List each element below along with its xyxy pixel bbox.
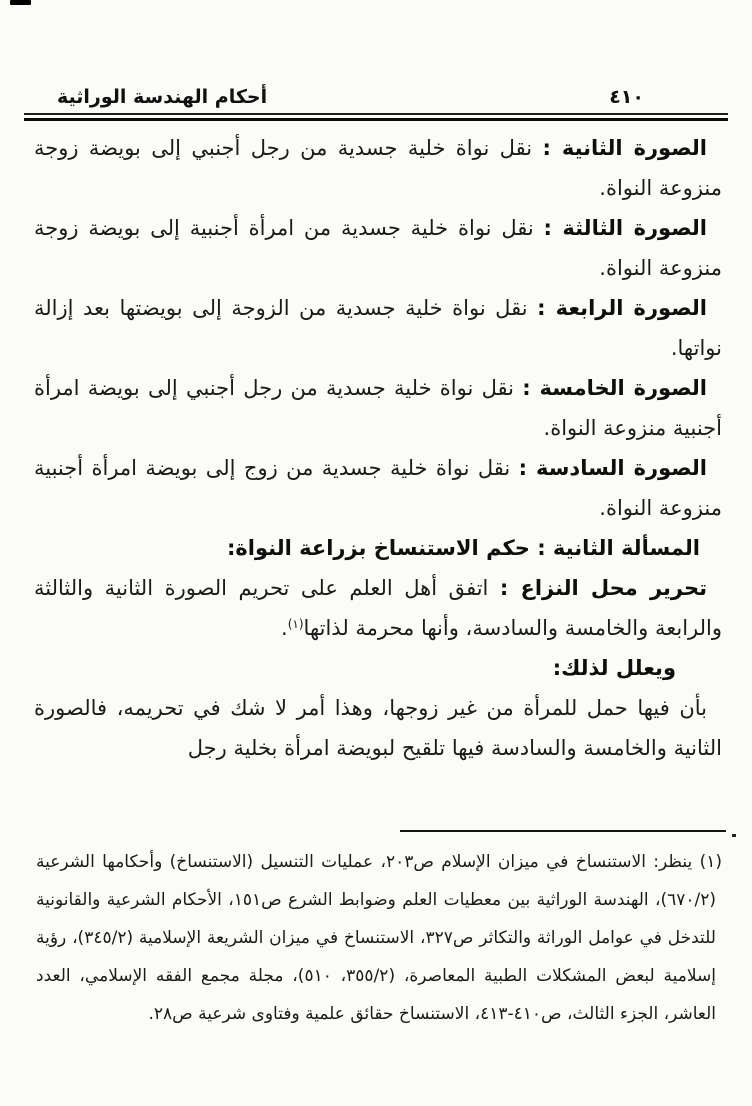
footnote-separator <box>400 830 726 832</box>
paragraph-label: الصورة الخامسة : <box>522 376 707 400</box>
paragraph-label: الصورة السادسة : <box>518 456 708 480</box>
page-header <box>0 78 752 108</box>
paragraph-text: نقل نواة خلية جسدية من زوج إلى بويضة امرأة أجنبية منزوعة النواة. <box>34 456 722 520</box>
body-paragraph <box>34 208 722 288</box>
paragraph-text: نقل نواة خلية جسدية من الزوجة إلى بويضتها بعد إزالة نواتها. <box>34 296 722 360</box>
footnote-marker: (١) <box>699 852 723 872</box>
paragraph-label: الصورة الرابعة : <box>537 296 707 320</box>
scan-artifact <box>10 0 31 5</box>
paragraph-label: تحرير محل النزاع : <box>499 576 707 600</box>
paragraph-label: الصورة الثالثة : <box>543 216 707 240</box>
footnote-text: ينظر: الاستنساخ في ميزان الإسلام ص٢٠٣، عمليات التنسيل (الاستنساخ) وأحكامها الشرعية (٦٧٠/٢)، الهندسة الوراثية بين معطيات العلم وضوابط الشرع ص١٥١، الأحكام الشرعية والقانونية للتدخل في عوامل الوراثة والتكاثر ص٣٢٧، الاستنساخ في ميزان الشريعة الإسلامية (٣٤٥/٢)، رؤية إسلامية لبعض المشكلات الطبية المعاصرة، (٣٥٥/٢، ٥١٠)، مجلة مجمع الفقه الإسلامي، العدد العاشر، الجزء الثالث، ص٤١٠-٤١٣، الاستنساخ حقائق علمية وفتاوى شرعية ص٢٨. <box>36 852 716 1024</box>
body-paragraph-tahrir <box>34 568 722 648</box>
paragraph-period: . <box>281 616 288 640</box>
section-heading: المسألة الثانية : حكم الاستنساخ بزراعة النواة: <box>226 536 700 560</box>
paragraph-label: الصورة الثانية : <box>542 136 707 160</box>
paragraph-text: نقل نواة خلية جسدية من امرأة أجنبية إلى بويضة زوجة منزوعة النواة. <box>34 216 722 280</box>
paragraph-text: اتفق أهل العلم على تحريم الصورة الثانية والثالثة والرابعة والخامسة والسادسة، وأنها محرمة لذاتها <box>34 576 722 640</box>
body-text <box>34 128 722 768</box>
footnote <box>36 843 722 1033</box>
reason-heading: ويعلل لذلك: <box>552 656 676 680</box>
paragraph-text: نقل نواة خلية جسدية من رجل أجنبي إلى بويضة امرأة أجنبية منزوعة النواة. <box>34 376 722 440</box>
footnote-block <box>36 843 722 1033</box>
body-paragraph-reason: بأن فيها حمل للمرأة من غير زوجها، وهذا أمر لا شك في تحريمه، فالصورة الثانية والخامسة والسادسة فيها تلقيح لبويضة امرأة بخلية رجل <box>34 696 722 760</box>
body-paragraph <box>34 128 722 208</box>
footnote-reference: (١) <box>287 617 304 631</box>
body-paragraph <box>34 368 722 448</box>
body-paragraph <box>34 288 722 368</box>
header-rule <box>24 113 728 121</box>
running-title: أحكام الهندسة الوراثية <box>57 86 268 108</box>
page-number: ٤١٠ <box>609 86 644 108</box>
paragraph-text: نقل نواة خلية جسدية من رجل أجنبي إلى بويضة زوجة منزوعة النواة. <box>34 136 722 200</box>
body-paragraph <box>34 448 722 528</box>
footnote-separator-mark <box>732 834 736 837</box>
